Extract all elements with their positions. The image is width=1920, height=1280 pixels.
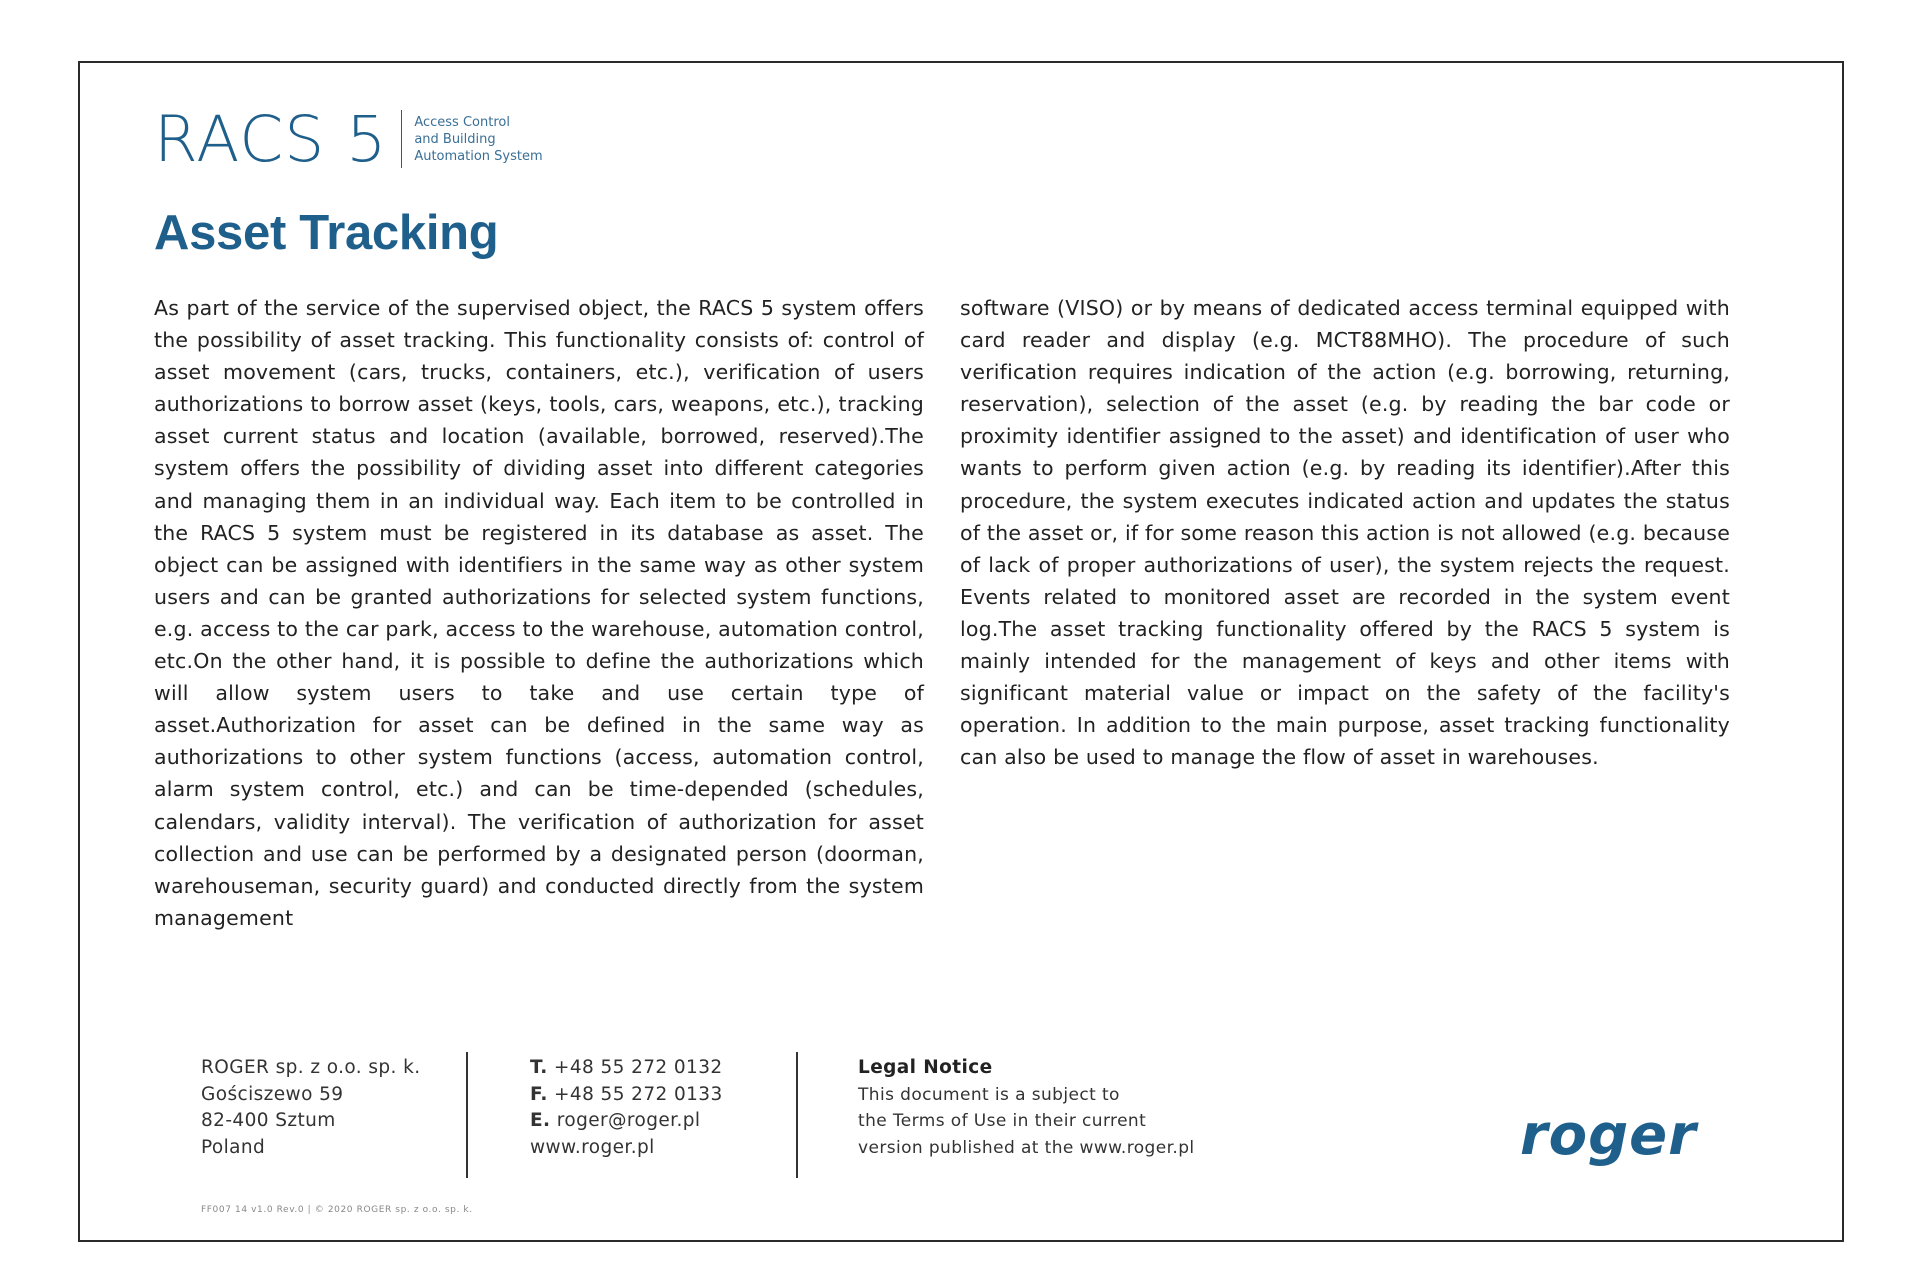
email-link[interactable]: roger@roger.pl: [556, 1110, 701, 1131]
footer-divider: [796, 1052, 798, 1178]
address-line: 82-400 Sztum: [201, 1110, 336, 1131]
website-link[interactable]: www.roger.pl: [530, 1136, 655, 1158]
address-line: ROGER sp. z o.o. sp. k.: [201, 1057, 421, 1078]
phone-row: [530, 1055, 723, 1082]
tagline-line: Automation System: [414, 148, 543, 164]
legal-line: the Terms of Use in their current: [858, 1111, 1147, 1131]
address-line: Poland: [201, 1136, 266, 1158]
address-line: Gościszewo 59: [201, 1083, 344, 1105]
footer-divider: [466, 1052, 468, 1178]
fax-label: F.: [530, 1083, 548, 1105]
page-title: Asset Tracking: [154, 206, 499, 260]
racs5-logo: [154, 102, 543, 176]
phone-number: +48 55 272 0132: [553, 1057, 723, 1078]
logo-divider: [401, 110, 402, 168]
footer-legal: [858, 1055, 1195, 1161]
tagline-line: and Building: [414, 131, 496, 147]
fax-row: [530, 1082, 723, 1109]
document-reference: FF007 14 v1.0 Rev.0 | © 2020 ROGER sp. z o.o. sp. k.: [201, 1205, 473, 1215]
legal-line: version published at the www.roger.pl: [858, 1137, 1195, 1158]
body-column-left: As part of the service of the supervised object, the RACS 5 system offers the possibility of asset tracking. This functionality consists of: control of asset movement (cars, trucks, containers, etc.), verification of users authorizations to borrow asset (keys, tools, cars, weapons, etc.), tracking asset current status and location (available, borrowed, reserved).The system offers the possibility of dividing asset into different categories and managing them in an individual way. Each item to be controlled in the RACS 5 system must be registered in its database as asset. The object can be assigned with identifiers in the same way as other system users and can be granted authorizations for selected system functions, e.g. access to the car park, access to the warehouse, automation control, etc.On the other hand, it is possible to define the authorizations which will allow system users to take and use certain type of asset.Authorization for asset can be defined in the same way as authorizations to other system functions (access, automation control, alarm system control, etc.) and can be time-depended (schedules, calendars, validity interval). The verification of authorization for asset collection and use can be performed by a designated person (doorman, warehouseman, security guard) and conducted directly from the system management: [154, 296, 924, 930]
tagline-line: Access Control: [414, 114, 510, 130]
footer-contact: [530, 1055, 723, 1161]
phone-label: T.: [530, 1057, 548, 1078]
roger-logo: roger: [1520, 1103, 1697, 1168]
legal-line: This document is a subject to: [858, 1084, 1120, 1105]
email-label: E.: [530, 1110, 551, 1131]
logo-tagline: [414, 114, 542, 165]
footer-address: [201, 1055, 420, 1161]
email-row: [530, 1108, 723, 1135]
legal-title: Legal Notice: [858, 1057, 993, 1078]
fax-number: +48 55 272 0133: [554, 1083, 723, 1105]
logo-text: RACS 5: [154, 102, 388, 176]
body-column-right: software (VISO) or by means of dedicated access terminal equipped with card reader and display (e.g. MCT88MHO). The procedure of such verification requires indication of the action (e.g. borrowing, returning, reservation), selection of the asset (e.g. by reading the bar code or proximity identifier assigned to the asset) and identification of user who wants to perform given action (e.g. by reading its identifier).After this procedure, the system executes indicated action and updates the status of the asset or, if for some reason this action is not allowed (e.g. because of lack of proper authorizations of user), the system rejects the request. Events related to monitored asset are recorded in the system event log.The asset tracking functionality offered by the RACS 5 system is mainly intended for the management of keys and other items with significant material value or impact on the safety of the facility's operation. In addition to the main purpose, asset tracking functionality can also be used to manage the flow of asset in warehouses.: [960, 296, 1730, 770]
